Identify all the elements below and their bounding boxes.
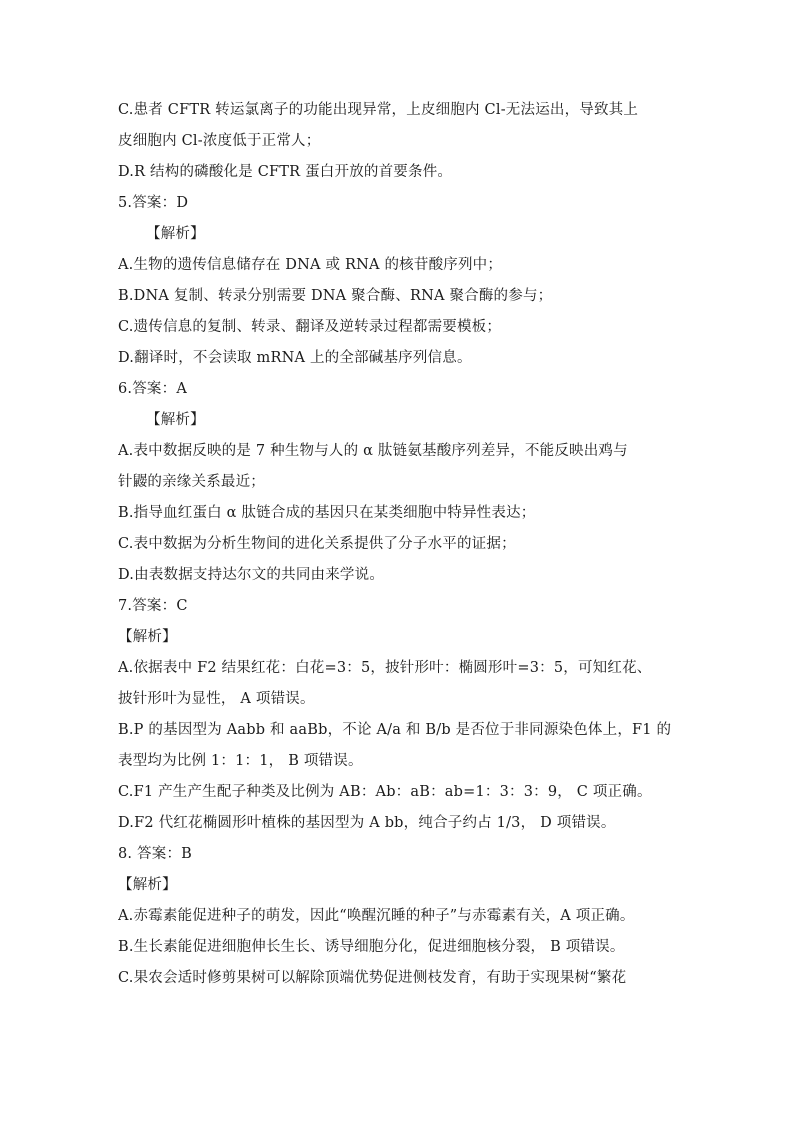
text-line: A.生物的遗传信息储存在 DNA 或 RNA 的核苷酸序列中；: [118, 257, 503, 273]
text-line: C.表中数据为分析生物间的进化关系提供了分子水平的证据；: [118, 536, 516, 552]
text-line: 8. 答案：B: [118, 846, 192, 862]
text-line: C.F1 产生产生配子种类及比例为 AB：Ab：aB：ab=1：3：3：9， C 项正确。: [118, 784, 652, 800]
text-line: B.P 的基因型为 Aabb 和 aaBb，不论 A/a 和 B/b 是否位于非同源染色体上，F1 的: [118, 722, 672, 738]
text-line: D.由表数据支持达尔文的共同由来学说。: [118, 567, 385, 583]
text-line: 【解析】: [118, 629, 177, 645]
text-line: A.赤霉素能促进种子的萌发，因此“唤醒沉睡的种子”与赤霉素有关，A 项正确。: [118, 908, 635, 924]
text-line: 披针形叶为显性， A 项错误。: [118, 691, 315, 707]
text-line: 针鼹的亲缘关系最近；: [118, 474, 265, 490]
text-line: 【解析】: [118, 877, 177, 893]
text-line: 【解析】: [146, 226, 205, 242]
text-line: 5.答案：D: [118, 195, 189, 211]
text-line: 【解析】: [146, 412, 205, 428]
text-line: 表型均为比例 1：1：1， B 项错误。: [118, 753, 363, 769]
text-line: 7.答案：C: [118, 598, 188, 614]
text-line: B.指导血红蛋白 α 肽链合成的基因只在某类细胞中特异性表达；: [118, 505, 536, 521]
text-line: A.表中数据反映的是 7 种生物与人的 α 肽链氨基酸序列差异，不能反映出鸡与: [118, 443, 628, 459]
text-line: C.遗传信息的复制、转录、翻译及逆转录过程都需要模板；: [118, 319, 502, 335]
text-line: C.果农会适时修剪果树可以解除顶端优势促进侧枝发育，有助于实现果树“繁花: [118, 970, 627, 986]
text-line: B.生长素能促进细胞伸长生长、诱导细胞分化，促进细胞核分裂， B 项错误。: [118, 939, 625, 955]
answer-text-body: [118, 95, 684, 994]
text-line: D.翻译时，不会读取 mRNA 上的全部碱基序列信息。: [118, 350, 472, 366]
text-line: A.依据表中 F2 结果红花：白花=3：5，披针形叶：椭圆形叶=3：5，可知红花、: [118, 660, 652, 676]
text-line: B.DNA 复制、转录分别需要 DNA 聚合酶、RNA 聚合酶的参与；: [118, 288, 553, 304]
text-line: 皮细胞内 Cl-浓度低于正常人；: [118, 133, 321, 149]
text-line: D.F2 代红花椭圆形叶植株的基因型为 A bb，纯合子约占 1/3， D 项错误。: [118, 815, 616, 831]
text-line: 6.答案：A: [118, 381, 188, 397]
text-line: D.R 结构的磷酸化是 CFTR 蛋白开放的首要条件。: [118, 164, 453, 180]
text-line: C.患者 CFTR 转运氯离子的功能出现异常，上皮细胞内 Cl-无法运出，导致其上: [118, 102, 639, 118]
